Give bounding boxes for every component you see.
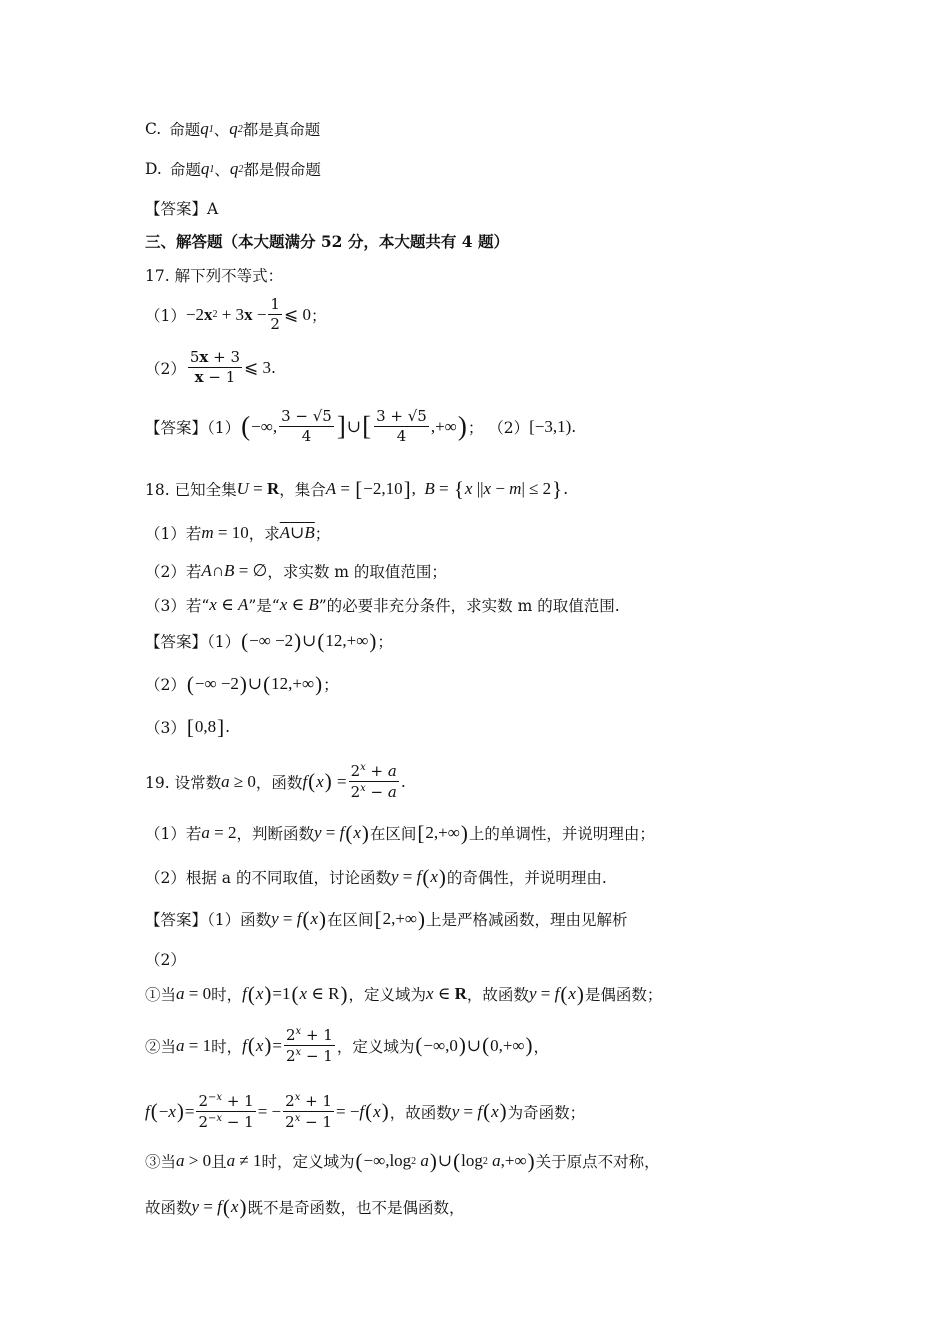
q18-answer-2: （2） ( −∞ −2 ) ∪ ( 12,+∞ ) ；	[145, 671, 339, 696]
q17-answer: 【答案】（1） ( −∞, $\frac{3 - √5}{4}$ ] ∪ [ $\frac{3 + √5}{4}$ ,+∞ ) ； （2） [−3,1) .	[145, 407, 577, 446]
case-3: ③当 a > 0 且 a ≠ 1 时，定义域为 ( −∞,log 2 a ) ∪ ( log 2 a ,+∞ ) 关于原点不对称，	[145, 1148, 660, 1173]
option-c: C. 命题 q 1 、 q 2 都是真命题	[145, 119, 321, 139]
q18-answer-1: 【答案】（1） ( −∞ −2 ) ∪ ( 12,+∞ ) ；	[145, 628, 393, 653]
q17-part2: （2） $\frac{5x + 3}{x - 1}$ ⩽ 3 .	[145, 348, 276, 387]
q17-part1: （1） −2 x 2 + 3 x − $\frac{1}{2}$ ⩽ 0 ；	[145, 295, 327, 334]
question-18: 18. 已知全集 U = R ，集合 A = [ −2,10 ] , B = { x || x − m | ≤ 2 } .	[145, 476, 569, 501]
option-d: D. 命题 q 1 、 q 2 都是假命题	[145, 159, 321, 179]
q19-part1: （1）若 a = 2 ，判断函数 y = f ( x ) 在区间 [ 2,+∞ ) 上的单调性，并说明理由；	[145, 820, 655, 845]
q18-part1: （1）若 m = 10 ，求 A ∪ B ；	[145, 523, 331, 543]
question-19: 19. 设常数 a ≥ 0 ，函数 f ( x ) = $\frac{2^x + a}{2^x - a}$ .	[145, 762, 406, 802]
question-17: 17. 解下列不等式：	[145, 267, 284, 285]
case-2: ②当 a = 1 时， f ( x ) = $\frac{2^x + 1}{2^x - 1}$ ，定义域为 ( −∞,0 ) ∪ ( 0,+∞ ) ，	[145, 1026, 550, 1066]
odd-function-proof: f ( − x ) = $\frac{2^{-x} + 1}{2^{-x} - 1}$ = − $\frac{2^x + 1}{2^x - 1}$ = − f ( x ) ，故函数 y = f ( x ) 为奇函数；	[145, 1092, 586, 1132]
section-heading: 三、解答题（本大题满分 52 分，本大题共有 4 题）	[145, 232, 509, 251]
q19-answer-1: 【答案】（1）函数 y = f ( x ) 在区间 [ 2,+∞ ) 上是严格减函数，理由见解析	[145, 906, 628, 931]
case-1: ①当 a = 0 时， f ( x ) =1 ( x ∈ R ) ，定义域为 x ∈ R ，故函数 y = f ( x ) 是偶函数；	[145, 981, 663, 1006]
q18-part2: （2）若 A ∩ B = ∅ ，求实数 m 的取值范围；	[145, 561, 447, 581]
q19-answer-2-label: （2）	[145, 951, 186, 969]
q18-part3: （3）若“ x ∈ A ”是“ x ∈ B ”的必要非充分条件，求实数 m 的取值范围.	[145, 595, 620, 615]
q18-answer-3: （3） [ 0,8 ] .	[145, 714, 231, 739]
conclusion: 故函数 y = f ( x ) 既不是奇函数，也不是偶函数，	[145, 1194, 465, 1219]
q19-part2: （2）根据 a 的不同取值，讨论函数 y = f ( x ) 的奇偶性，并说明理由.	[145, 864, 607, 889]
answer-a: 【答案】A	[145, 200, 219, 218]
